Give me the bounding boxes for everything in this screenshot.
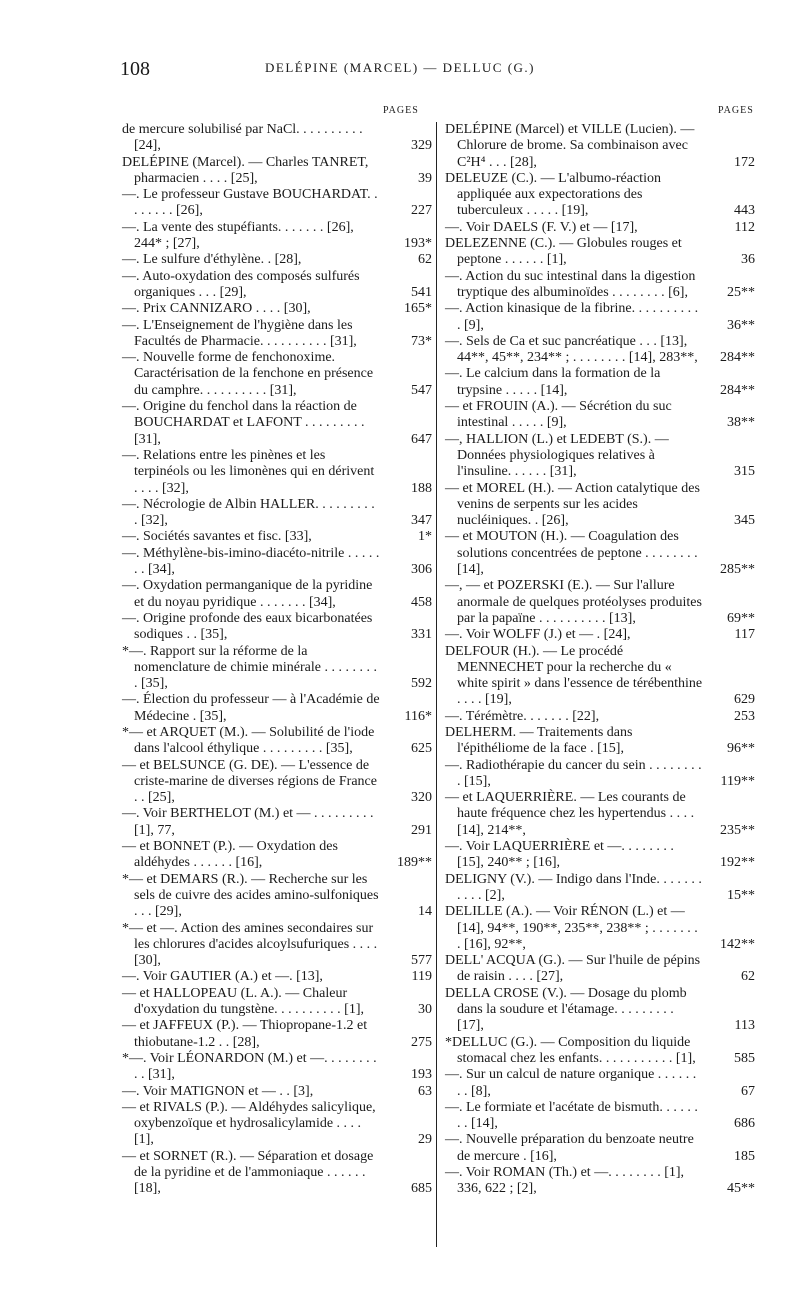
entry-text: —. Sociétés savantes et fisc. [33], (122, 529, 312, 545)
entry-text: — et BONNET (P.). — Oxydation des aldéhydes . . . . . . [16], (122, 839, 338, 871)
entry-text: — et JAFFEUX (P.). — Thiopropane-1.2 et thiobutane-1.2 . . [28], (122, 1018, 368, 1050)
index-entry (122, 399, 432, 448)
index-entry (445, 839, 755, 872)
index-entry (445, 122, 755, 171)
left-column (122, 122, 432, 1198)
entry-text: —. Sur un calcul de nature organique . . . . . . . . [8], (445, 1067, 697, 1099)
index-entry (122, 1149, 432, 1198)
index-entry (445, 1132, 755, 1165)
index-entry (122, 220, 432, 253)
entry-text: —, HALLION (L.) et LEDEBT (S.). — Données physiologiques relatives à l'insuline. . . . . . [31], (445, 431, 669, 480)
entry-page-number: 39 (418, 170, 432, 186)
pages-label-left: PAGES (383, 105, 419, 116)
entry-page-number: 647 (411, 431, 432, 447)
entry-page-number: 113 (734, 1018, 755, 1034)
index-entry (445, 334, 755, 367)
entry-text: —. Térémètre. . . . . . . [22], (445, 708, 600, 724)
entry-text: *—. Voir LÉONARDON (M.) et —. . . . . . . . . . [31], (122, 1050, 377, 1083)
entry-page-number: 625 (411, 741, 432, 757)
entry-page-number: 291 (411, 822, 432, 838)
index-entry (445, 366, 755, 399)
entry-page-number: 116* (404, 708, 432, 724)
entry-text: —. L'Enseignement de l'hygiène dans les Facultés de Pharmacie. . . . . . . . . . [31], (122, 317, 357, 349)
entry-text: — et LAQUERRIÈRE. — Les courants de haute fréquence chez les hypertendus . . . . [14], 214**, (445, 790, 695, 838)
index-entry (122, 839, 432, 872)
index-entry (122, 269, 432, 302)
entry-page-number: 189** (397, 855, 432, 871)
entry-page-number: 96** (727, 741, 755, 757)
entry-text: *— et —. Action des amines secondaires sur les chlorures d'acides alcoylsufuriques . . . . [30], (122, 920, 378, 969)
entry-page-number: 117 (734, 627, 755, 643)
entry-text: DELLA CROSE (V.). — Dosage du plomb dans la soudure et l'étamage. . . . . . . . . [17], (445, 985, 687, 1034)
running-title: DELÉPINE (MARCEL) — DELLUC (G.) (265, 60, 535, 75)
index-entry (445, 1035, 755, 1068)
entry-page-number: 193 (411, 1067, 432, 1083)
index-entry (122, 578, 432, 611)
index-entry (445, 269, 755, 302)
entry-page-number: 458 (411, 594, 432, 610)
entry-page-number: 193* (404, 236, 432, 252)
entry-text: DELEZENNE (C.). — Globules rouges et peptone . . . . . . [1], (445, 236, 682, 268)
page-number: 108 (120, 58, 150, 80)
index-entry (445, 1165, 755, 1198)
index-entry (122, 921, 432, 970)
entry-page-number: 577 (411, 953, 432, 969)
entry-text: —. Action kinasique de la fibrine. . . . . . . . . . . [9], (445, 301, 699, 333)
entry-text: —. Voir BERTHELOT (M.) et — . . . . . . . . . [1], 77, (122, 806, 374, 838)
entry-page-number: 63 (418, 1083, 432, 1099)
index-entry (445, 904, 755, 953)
index-entry (122, 986, 432, 1019)
index-entry (445, 481, 755, 530)
entry-page-number: 172 (734, 154, 755, 170)
entry-page-number: 188 (411, 480, 432, 496)
index-entry (122, 1018, 432, 1051)
entry-text: —. Prix CANNIZARO . . . . [30], (122, 301, 311, 317)
entry-page-number: 30 (418, 1002, 432, 1018)
index-entry (122, 252, 432, 268)
entry-page-number: 345 (734, 513, 755, 529)
entry-text: —. Le calcium dans la formation de la trypsine . . . . . [14], (445, 366, 661, 398)
entry-page-number: 685 (411, 1181, 432, 1197)
entry-text: —. Voir DAELS (F. V.) et — [17], (445, 219, 638, 235)
entry-page-number: 585 (734, 1050, 755, 1066)
entry-page-number: 25** (727, 284, 755, 300)
entry-text: —. Voir ROMAN (Th.) et —. . . . . . . . [1], 336, 622 ; [2], (445, 1165, 685, 1197)
entry-page-number: 253 (734, 708, 755, 724)
index-entry (122, 692, 432, 725)
index-entry (122, 122, 432, 155)
entry-text: — et FROUIN (A.). — Sécrétion du suc intestinal . . . . . [9], (445, 399, 672, 431)
index-entry (445, 1100, 755, 1133)
entry-page-number: 686 (734, 1116, 755, 1132)
entry-text: —. Origine profonde des eaux bicarbonatées sodiques . . [35], (122, 610, 373, 643)
entry-text: —. Voir GAUTIER (A.) et —. [13], (122, 969, 323, 985)
index-entry (445, 709, 755, 725)
index-entry (122, 497, 432, 530)
entry-page-number: 315 (734, 464, 755, 480)
entry-page-number: 547 (411, 382, 432, 398)
index-entry (445, 1067, 755, 1100)
entry-page-number: 227 (411, 203, 432, 219)
entry-text: — et MOREL (H.). — Action catalytique des venins de serpents sur les acides nucléiniques. . [26], (445, 480, 700, 529)
index-entry (122, 1084, 432, 1100)
index-entry (122, 529, 432, 545)
entry-text: —. Le formiate et l'acétate de bismuth. . . . . . . . [14], (445, 1099, 698, 1132)
entry-text: —. Voir LAQUERRIÈRE et —. . . . . . . . [15], 240** ; [16], (445, 839, 674, 871)
entry-page-number: 1* (418, 529, 432, 545)
entry-page-number: 285** (720, 562, 755, 578)
entry-page-number: 15** (727, 887, 755, 903)
index-entry (445, 644, 755, 709)
entry-page-number: 284** (720, 350, 755, 366)
entry-text: *—. Rapport sur la réforme de la nomenclature de chimie minérale . . . . . . . . . [35], (122, 643, 377, 692)
entry-text: *DELLUC (G.). — Composition du liquide stomacal chez les enfants. . . . . . . . . . . [1], (445, 1034, 696, 1066)
entry-page-number: 592 (411, 676, 432, 692)
entry-page-number: 235** (720, 822, 755, 838)
pages-label-right: PAGES (718, 105, 754, 116)
entry-text: —. Voir WOLFF (J.) et — . [24], (445, 627, 631, 643)
entry-page-number: 67 (741, 1083, 755, 1099)
entry-text: — et BELSUNCE (G. DE). — L'essence de criste-marine de diverses régions de France . . [25], (122, 757, 377, 806)
entry-page-number: 320 (411, 790, 432, 806)
entry-page-number: 142** (720, 936, 755, 952)
entry-text: —. Radiothérapie du cancer du sein . . . . . . . . . [15], (445, 757, 702, 789)
entry-text: DELL' ACQUA (G.). — Sur l'huile de pépins de raisin . . . . [27], (445, 953, 701, 985)
index-entry (445, 578, 755, 627)
index-entry (122, 187, 432, 220)
index-entry (122, 872, 432, 921)
entry-page-number: 62 (418, 252, 432, 268)
entry-page-number: 38** (727, 415, 755, 431)
index-entry (122, 318, 432, 351)
entry-text: de mercure solubilisé par NaCl. . . . . . . . . . [24], (122, 122, 363, 154)
index-entry (122, 350, 432, 399)
index-entry (122, 448, 432, 497)
index-entry (122, 644, 432, 693)
entry-page-number: 112 (734, 219, 755, 235)
entry-text: DELIGNY (V.). — Indigo dans l'Inde. . . . . . . . . . . [2], (445, 871, 702, 903)
entry-page-number: 185 (734, 1148, 755, 1164)
index-entry (445, 220, 755, 236)
index-entry (445, 758, 755, 791)
entry-text: —. Relations entre les pinènes et les terpinéols ou les limonènes qui en dérivent . . . . [32], (122, 447, 375, 496)
entry-text: — et RIVALS (P.). — Aldéhydes salicylique, oxybenzoïque et hydrosalicylamide . . . . [1], (122, 1099, 376, 1148)
entry-page-number: 36** (727, 317, 755, 333)
entry-text: DELILLE (A.). — Voir RÉNON (L.) et — [14], 94**, 190**, 235**, 238** ; . . . . . . . . [16], 92**, (445, 904, 698, 952)
entry-text: —. Élection du professeur — à l'Académie de Médecine . [35], (122, 692, 380, 724)
entry-text: *— et ARQUET (M.). — Solubilité de l'iode dans l'alcool éthylique . . . . . . . . . [35], (122, 724, 375, 757)
index-entry (445, 790, 755, 839)
entry-text: —. Oxydation permanganique de la pyridine et du noyau pyridique . . . . . . . [34], (122, 578, 373, 610)
entry-page-number: 73* (411, 333, 432, 349)
index-entry (445, 399, 755, 432)
index-entry (445, 171, 755, 220)
index-entry (122, 301, 432, 317)
entry-text: —. Origine du fenchol dans la réaction de BOUCHARDAT et LAFONT . . . . . . . . . [31], (122, 399, 365, 447)
entry-text: — et MOUTON (H.). — Coagulation des solutions concentrées de peptone . . . . . . . . [14], (445, 529, 698, 578)
index-entry (445, 725, 755, 758)
entry-page-number: 45** (727, 1181, 755, 1197)
entry-text: DELÉPINE (Marcel). — Charles TANRET, pharmacien . . . . [25], (122, 154, 369, 186)
entry-page-number: 29 (418, 1132, 432, 1148)
entry-page-number: 306 (411, 562, 432, 578)
right-column (445, 122, 755, 1198)
entry-page-number: 331 (411, 627, 432, 643)
entry-text: —, — et POZERSKI (E.). — Sur l'allure anormale de quelques protéolyses produites par la papaïne . . . . . . . . . . [13], (445, 578, 702, 626)
index-entry (122, 969, 432, 985)
entry-text: DELHERM. — Traitements dans l'épithéliome de la face . [15], (445, 724, 633, 757)
index-entry (122, 725, 432, 758)
entry-page-number: 275 (411, 1034, 432, 1050)
index-entry (445, 627, 755, 643)
index-entry (122, 1100, 432, 1149)
index-entry (445, 986, 755, 1035)
entry-text: DELÉPINE (Marcel) et VILLE (Lucien). — Chlorure de brome. Sa combinaison avec C²H⁴ . . . [28], (445, 122, 695, 170)
entry-text: —. Auto-oxydation des composés sulfurés organiques . . . [29], (122, 268, 360, 300)
entry-text: —. Le professeur Gustave BOUCHARDAT. . . . . . . . [26], (122, 187, 378, 219)
index-entry (445, 301, 755, 334)
entry-text: *— et DEMARS (R.). — Recherche sur les sels de cuivre des acides amino-sulfoniques . . . [29], (122, 871, 379, 920)
index-entry (122, 155, 432, 188)
entry-text: — et HALLOPEAU (L. A.). — Chaleur d'oxydation du tungstène. . . . . . . . . . [1], (122, 985, 364, 1018)
entry-page-number: 119** (720, 773, 755, 789)
entry-text: —. Action du suc intestinal dans la digestion tryptique des albuminoïdes . . . . . . . . [6], (445, 268, 696, 300)
entry-text: —. La vente des stupéfiants. . . . . . . [26], 244* ; [27], (122, 219, 354, 252)
entry-text: — et SORNET (R.). — Séparation et dosage de la pyridine et de l'ammoniaque . . . . . . [18], (122, 1148, 374, 1197)
column-divider (436, 122, 437, 1247)
entry-text: DELFOUR (H.). — Le procédé MENNECHET pour la recherche du « white spirit » dans l'essence de térébenthine . . . . [19], (445, 643, 703, 708)
entry-page-number: 192** (720, 855, 755, 871)
index-entry (445, 236, 755, 269)
entry-text: —. Nouvelle préparation du benzoate neutre de mercure . [16], (445, 1132, 694, 1164)
entry-page-number: 284** (720, 382, 755, 398)
index-entry (122, 611, 432, 644)
index-entry (122, 1051, 432, 1084)
index-entry (122, 546, 432, 579)
entry-page-number: 62 (741, 969, 755, 985)
entry-page-number: 541 (411, 284, 432, 300)
entry-text: —. Sels de Ca et suc pancréatique . . . [13], 44**, 45**, 234** ; . . . . . . . . [14], 283**, (445, 333, 698, 366)
index-entry (445, 953, 755, 986)
entry-text: —. Le sulfure d'éthylène. . [28], (122, 252, 302, 268)
entry-page-number: 14 (418, 904, 432, 920)
index-entry (445, 872, 755, 905)
entry-page-number: 36 (741, 252, 755, 268)
entry-page-number: 165* (404, 301, 432, 317)
entry-text: —. Nouvelle forme de fenchonoxime. Caractérisation de la fenchone en présence du camphre. . . . . . . . . . [31], (122, 350, 374, 398)
entry-page-number: 329 (411, 138, 432, 154)
index-entry (122, 806, 432, 839)
entry-text: —. Nécrologie de Albin HALLER. . . . . . . . . . [32], (122, 496, 375, 529)
index-entry (445, 432, 755, 481)
entry-page-number: 347 (411, 513, 432, 529)
index-entry (445, 529, 755, 578)
entry-page-number: 443 (734, 203, 755, 219)
entry-text: —. Méthylène-bis-imino-diacéto-nitrile . . . . . . . [34], (122, 545, 380, 578)
entry-page-number: 119 (411, 969, 432, 985)
entry-text: DELEUZE (C.). — L'albumo-réaction appliquée aux expectorations des tuberculeux . . . . . [19], (445, 170, 661, 219)
index-entry (122, 758, 432, 807)
entry-page-number: 69** (727, 610, 755, 626)
entry-page-number: 629 (734, 692, 755, 708)
entry-text: —. Voir MATIGNON et — . . [3], (122, 1083, 314, 1099)
